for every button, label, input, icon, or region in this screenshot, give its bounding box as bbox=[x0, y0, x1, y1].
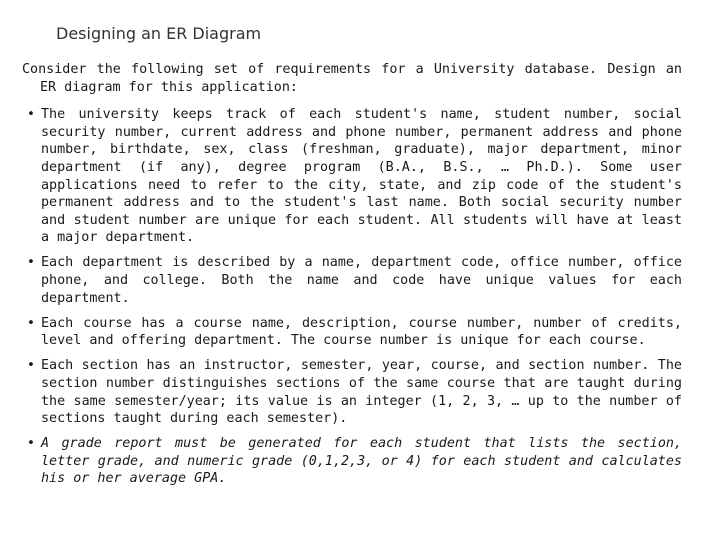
requirements-list bbox=[22, 106, 682, 488]
requirement-item bbox=[22, 254, 682, 307]
slide-title: Designing an ER Diagram bbox=[56, 24, 262, 43]
requirement-text: A grade report must be generated for each student that lists the section, letter grade, and numeric grade (0,1,2,3, or 4) for each student and calculates his or her average GPA. bbox=[41, 436, 682, 487]
bullet-icon: • bbox=[27, 358, 35, 374]
intro-paragraph: Consider the following set of requirements for a University database. Design an ER diagram for this application: bbox=[22, 62, 682, 95]
requirement-text: The university keeps track of each student's name, student number, social security number, current address and phone number, permanent address and phone number, birthdate, sex, class (freshman, graduate), major department, minor department (if any), degree program (B.A., B.S., … Ph.D.). Some user applications need to refer to the city, state, and zip code of the student's permanent address and to the student's last name. Both social security number and student number are unique for each student. All students will have at least a major department. bbox=[41, 107, 682, 246]
bullet-icon: • bbox=[27, 436, 35, 452]
requirement-item bbox=[22, 315, 682, 350]
requirement-item bbox=[22, 357, 682, 427]
requirement-text: Each course has a course name, description, course number, number of credits, level and offering department. The course number is unique for each course. bbox=[41, 315, 682, 349]
requirement-item bbox=[22, 106, 682, 247]
bullet-icon: • bbox=[27, 107, 35, 123]
slide-body bbox=[22, 61, 682, 496]
requirement-text: Each section has an instructor, semester, year, course, and section number. The section number distinguishes sections of the same course that are taught during the same semester/year; its value is an integer (1, 2, 3, … up to the number of sections taught during each semester). bbox=[41, 358, 682, 427]
bullet-icon: • bbox=[27, 315, 35, 331]
requirement-item bbox=[22, 435, 682, 488]
bullet-icon: • bbox=[27, 255, 35, 271]
requirement-text: Each department is described by a name, department code, office number, office phone, and college. Both the name and code have unique values for each department. bbox=[41, 255, 682, 306]
